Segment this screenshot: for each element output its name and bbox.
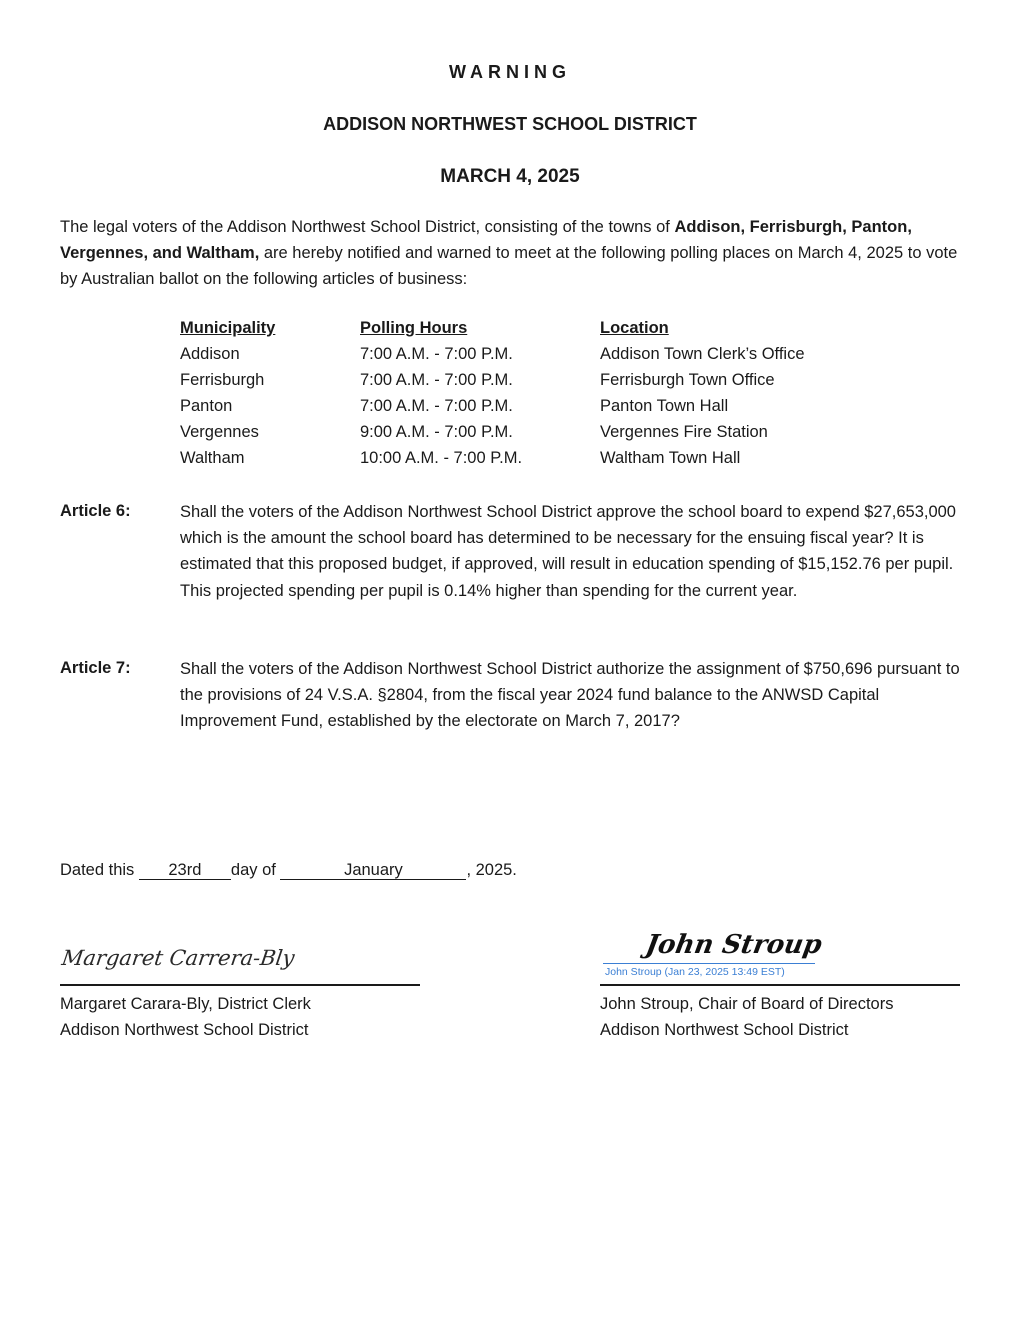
intro-paragraph [60, 214, 965, 292]
cell-hours: 7:00 A.M. - 7:00 P.M. [360, 371, 513, 389]
dated-month-field: January [280, 861, 466, 880]
cell-location: Ferrisburgh Town Office [600, 371, 775, 389]
cell-hours: 7:00 A.M. - 7:00 P.M. [360, 345, 513, 363]
article-7-label: Article 7: [60, 659, 131, 677]
district-title: ADDISON NORTHWEST SCHOOL DISTRICT [323, 114, 697, 134]
article-6-label: Article 6: [60, 502, 131, 520]
intro-text-1: The legal voters of the Addison Northwest School District, consisting of the towns of [60, 218, 675, 236]
dated-day-field: 23rd [139, 861, 231, 880]
cell-location: Vergennes Fire Station [600, 423, 768, 441]
article-6-text: Shall the voters of the Addison Northwest School District approve the school board to expend $27,653,000 which is the amount the school board has determined to be necessary for the ensuing fiscal year? It is estimated that this proposed budget, if approved, will result in education spending of $15,152.76 per pupil. This projected spending per pupil is 0.14% higher than spending for the current year. [180, 503, 956, 600]
esign-note: John Stroup (Jan 23, 2025 13:49 EST) [605, 966, 785, 978]
dated-line [60, 861, 517, 880]
chair-name: John Stroup, Chair of Board of Directors [600, 995, 894, 1013]
cell-municipality: Panton [180, 397, 233, 415]
clerk-org: Addison Northwest School District [60, 1021, 309, 1039]
cell-municipality: Vergennes [180, 423, 259, 441]
chair-org: Addison Northwest School District [600, 1021, 849, 1039]
article-7-text: Shall the voters of the Addison Northwest School District authorize the assignment of $750,696 pursuant to the provisions of 24 V.S.A. §2804, from the fiscal year 2024 fund balance to the ANWSD Capital Improvement Fund, established by the electorate on March 7, 2017? [180, 660, 960, 731]
chair-signature: John Stroup [643, 930, 825, 960]
intro-towns: Addison, Ferrisburgh, Panton, Vergennes, and Waltham, [60, 218, 912, 262]
cell-location: Addison Town Clerk’s Office [600, 345, 805, 363]
dated-mid: day of [230, 861, 276, 879]
clerk-name: Margaret Carara-Bly, District Clerk [60, 995, 311, 1013]
intro-text-2: are hereby notified and warned to meet at the following polling places on March 4, 2025 to vote by Australian ballot on the following articles of business: [60, 244, 958, 288]
header-polling-hours: Polling Hours [360, 319, 468, 337]
clerk-signature: Margaret Carrera-Bly [60, 946, 297, 970]
dated-suffix: , 2025. [466, 861, 517, 879]
warning-title: WARNING [449, 62, 571, 82]
cell-hours: 10:00 A.M. - 7:00 P.M. [360, 449, 523, 467]
cell-municipality: Addison [180, 345, 240, 363]
header-location: Location [600, 319, 669, 337]
dated-prefix: Dated this [60, 861, 135, 879]
cell-location: Waltham Town Hall [600, 449, 741, 467]
cell-hours: 9:00 A.M. - 7:00 P.M. [360, 423, 513, 441]
election-date: MARCH 4, 2025 [440, 166, 580, 187]
cell-location: Panton Town Hall [600, 397, 729, 415]
cell-municipality: Ferrisburgh [180, 371, 265, 389]
chair-signature-line [600, 984, 960, 986]
clerk-signature-line [60, 984, 420, 986]
header-municipality: Municipality [180, 319, 276, 337]
esign-underline [603, 963, 815, 964]
cell-hours: 7:00 A.M. - 7:00 P.M. [360, 397, 513, 415]
cell-municipality: Waltham [180, 449, 245, 467]
